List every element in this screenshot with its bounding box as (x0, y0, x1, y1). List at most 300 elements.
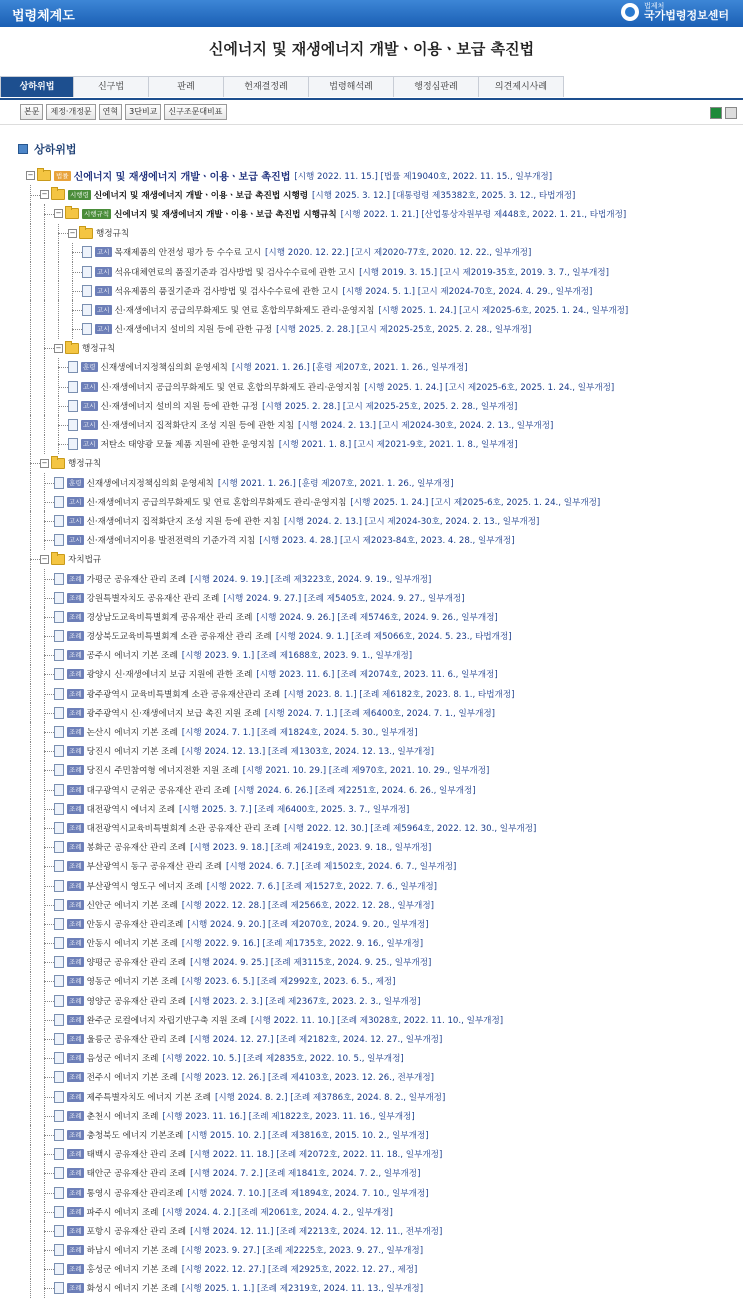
document-icon (54, 1282, 64, 1294)
tree-item-meta: [시행 2022. 12. 30.] [조례 제5964호, 2022. 12. 30., 일부개정] (284, 823, 537, 834)
type-badge: 고시 (97, 248, 110, 257)
type-badge: 조례 (69, 593, 82, 602)
brand-sub: 법제처 (643, 2, 665, 10)
tab-1[interactable]: 신구법 (73, 76, 149, 97)
tree-item-name[interactable]: 경상남도교육비특별회계 공유재산 관리 조례 (86, 612, 253, 623)
tree-item-meta: [시행 2024. 2. 13.] [고시 제2024-30호, 2024. 2. 13., 일부개정] (284, 516, 540, 527)
tree-item-meta: [시행 2024. 12. 27.] [조례 제2182호, 2024. 12. 27., 일부개정] (190, 1035, 443, 1046)
type-badge: 고시 (69, 536, 82, 545)
tree-item-name[interactable]: 홍성군 에너지 기본 조례 (86, 1265, 178, 1276)
tree-item-name[interactable]: 양평군 공유재산 관리 조례 (86, 958, 187, 969)
tree-row (0, 607, 743, 626)
tree-item-meta: [시행 2024. 9. 1.] [조례 제5066호, 2024. 5. 23., 타법개정] (275, 632, 512, 643)
document-icon (54, 611, 64, 623)
tree-row (0, 1164, 743, 1183)
tree-row (0, 550, 743, 569)
tree-item-name[interactable]: 부산광역시 영도구 에너지 조례 (86, 881, 203, 892)
tree-item-meta: [시행 2021. 1. 26.] [훈령 제207호, 2021. 1. 26., 일부개정] (217, 478, 454, 489)
document-icon (68, 419, 78, 431)
type-badge: 조례 (69, 1130, 82, 1139)
tab-2[interactable]: 판례 (148, 76, 224, 97)
tree-item-meta: [시행 2025. 1. 24.] [고시 제2025-6호, 2025. 1. 24., 일부개정] (350, 497, 601, 508)
document-icon (68, 400, 78, 412)
tree-item-name[interactable]: 가평군 공유재산 관리 조례 (86, 574, 187, 585)
tree-item-name[interactable]: 신재생에너지정책심의회 운영세칙 (86, 478, 214, 489)
document-icon (68, 438, 78, 450)
tree-row (0, 185, 743, 204)
folder-icon (79, 228, 93, 239)
tree-row (0, 761, 743, 780)
type-badge: 조례 (69, 1284, 82, 1293)
tree-item-name[interactable]: 영양군 공유재산 관리 조례 (86, 996, 187, 1007)
page-title: 신에너지 및 재생에너지 개발ㆍ이용ㆍ보급 촉진법 (208, 40, 535, 58)
type-badge: 시행규칙 (84, 209, 110, 218)
toolbar-button-0[interactable]: 본문 (20, 104, 43, 120)
tree-row (0, 972, 743, 991)
type-badge: 조례 (69, 612, 82, 621)
tree-item-name[interactable]: 봉화군 공유재산 관리 조례 (86, 843, 187, 854)
tree-row (0, 531, 743, 550)
tree-item-name[interactable]: 신에너지 및 재생에너지 개발ㆍ이용ㆍ보급 촉진법 시행규칙 (114, 209, 337, 220)
tree-item-name[interactable]: 신·재생에너지 설비의 지원 등에 관한 규정 (100, 401, 259, 412)
document-icon (82, 285, 92, 297)
tab-4[interactable]: 법령해석례 (308, 76, 394, 97)
tree-item-name[interactable]: 태안군 공유재산 관리 조례 (86, 1169, 187, 1180)
type-badge: 조례 (69, 919, 82, 928)
tree-item-meta: [시행 2024. 4. 2.] [조례 제2061호, 2024. 4. 2., 일부개정] (162, 1207, 393, 1218)
tree-item-meta: [시행 2022. 12. 27.] [조례 제2925호, 2022. 12. 27., 제정] (181, 1265, 418, 1276)
tree-row (0, 166, 743, 185)
document-icon (54, 477, 64, 489)
type-badge: 조례 (69, 1265, 82, 1274)
folder-icon (65, 208, 79, 219)
type-badge: 조례 (69, 632, 82, 641)
tree-item-meta: [시행 2024. 5. 1.] [고시 제2024-70호, 2024. 4. 29., 일부개정] (342, 286, 593, 297)
document-icon (54, 784, 64, 796)
tree-row (0, 1145, 743, 1164)
document-icon (54, 995, 64, 1007)
tree-row (0, 1183, 743, 1202)
type-badge: 고시 (83, 401, 96, 410)
tree-row (0, 722, 743, 741)
type-badge: 조례 (69, 939, 82, 948)
document-icon (54, 1225, 64, 1237)
tree-item-name[interactable]: 신안군 에너지 기본 조례 (86, 900, 178, 911)
tree-row (0, 857, 743, 876)
tree-item-meta: [시행 2023. 9. 27.] [조례 제2225호, 2023. 9. 27., 일부개정] (181, 1246, 424, 1257)
document-icon (54, 764, 64, 776)
tree-row (0, 895, 743, 914)
type-badge: 조례 (69, 574, 82, 583)
tree-item-meta: [시행 2025. 3. 7.] [조례 제6400호, 2025. 3. 7., 일부개정] (179, 804, 410, 815)
tree-row (0, 953, 743, 972)
type-badge: 조례 (69, 651, 82, 660)
tab-6[interactable]: 의견제시사례 (478, 76, 564, 97)
type-badge: 조례 (69, 958, 82, 967)
document-icon (54, 937, 64, 949)
tree-row (0, 358, 743, 377)
tree-item-name: 행정규칙 (96, 229, 130, 240)
tree-row (0, 454, 743, 473)
tree-item-name[interactable]: 목재제품의 안전성 평가 등 수수료 고시 (114, 248, 262, 259)
tree-row (0, 243, 743, 262)
tree-row (0, 838, 743, 857)
tree-item-meta: [시행 2020. 12. 22.] [고시 제2020-77호, 2020. 12. 22., 일부개정] (265, 248, 532, 259)
tree-item-name[interactable]: 충청북도 에너지 기본조례 (86, 1130, 184, 1141)
type-badge: 고시 (83, 382, 96, 391)
tree-item-meta: [시행 2024. 9. 20.] [조례 제2070호, 2024. 9. 20., 일부개정] (187, 919, 429, 930)
tree-item-meta: [시행 2022. 1. 21.] [산업통상자원부령 제448호, 2022. 1. 21., 타법개정] (340, 209, 627, 220)
type-badge: 조례 (69, 900, 82, 909)
collapse-toggle-icon[interactable]: − (27, 171, 34, 180)
type-badge: 조례 (69, 977, 82, 986)
tree-item-meta: [시행 2023. 9. 18.] [조례 제2419호, 2023. 9. 18., 일부개정] (190, 843, 432, 854)
tree-item-meta: [시행 2024. 9. 26.] [조례 제5746호, 2024. 9. 26., 일부개정] (256, 612, 498, 623)
tree-item-name[interactable]: 대전광역시 에너지 조례 (86, 804, 176, 815)
tree-row (0, 1049, 743, 1068)
top-bar (0, 0, 743, 27)
tree-item-meta: [시행 2024. 6. 7.] [조례 제1502호, 2024. 6. 7., 일부개정] (226, 862, 457, 873)
brand-main: 국가법령정보센터 (643, 9, 729, 22)
document-icon (54, 1129, 64, 1141)
tree-row (0, 339, 743, 358)
tree-row (0, 742, 743, 761)
excel-icon[interactable] (710, 107, 722, 119)
tree-item-name[interactable]: 경상북도교육비특별회계 소관 공유재산 관리 조례 (86, 632, 272, 643)
tab-3[interactable]: 헌재결정례 (223, 76, 309, 97)
tree-item-name[interactable]: 신·재생에너지 공급의무화제도 및 연료 혼합의무화제도 관리·운영지침 (86, 497, 347, 508)
document-icon (54, 1244, 64, 1256)
tree-row (0, 300, 743, 319)
tree-row (0, 1068, 743, 1087)
type-badge: 조례 (69, 1150, 82, 1159)
type-badge: 조례 (69, 1246, 82, 1255)
type-badge: 고시 (69, 516, 82, 525)
app-title: 법령체계도 (12, 9, 75, 24)
type-badge: 시행령 (70, 190, 89, 199)
tree-item-name[interactable]: 화성시 에너지 기본 조례 (86, 1284, 178, 1295)
tree-row (0, 435, 743, 454)
type-badge: 조례 (69, 689, 82, 698)
document-icon (54, 860, 64, 872)
tree-row (0, 224, 743, 243)
document-icon (54, 1033, 64, 1045)
tree-row (0, 1010, 743, 1029)
tree-item-name[interactable]: 광주광역시 신·재생에너지 보급 촉진 지원 조례 (86, 708, 261, 719)
type-badge: 조례 (69, 1015, 82, 1024)
tree-row (0, 204, 743, 223)
tree-item-meta: [시행 2025. 1. 1.] [조례 제2319호, 2024. 11. 13., 일부개정] (181, 1284, 424, 1295)
document-icon (54, 841, 64, 853)
toolbar-button-4[interactable]: 신구조문대비표 (164, 104, 226, 120)
tree-item-meta: [시행 2025. 3. 12.] [대통령령 제35382호, 2025. 3. 12., 타법개정] (312, 190, 576, 201)
document-icon (54, 918, 64, 930)
document-icon (54, 707, 64, 719)
tree-item-name[interactable]: 안동시 공유재산 관리조례 (86, 919, 184, 930)
collapse-toggle-icon[interactable]: − (41, 554, 48, 563)
type-badge: 조례 (69, 843, 82, 852)
law-tree (0, 166, 743, 1298)
document-icon (54, 496, 64, 508)
tree-item-name[interactable]: 광양시 신·재생에너지 보급 지원에 관한 조례 (86, 670, 253, 681)
tree-item-name[interactable]: 공주시 에너지 기본 조례 (86, 651, 178, 662)
square-bullet-icon (18, 144, 28, 154)
tree-item-name[interactable]: 제주특별자치도 에너지 기본 조례 (86, 1092, 211, 1103)
tree-item-name[interactable]: 신재생에너지정책심의회 운영세칙 (100, 363, 228, 374)
tree-item-name[interactable]: 완주군 로컬에너지 자립기반구축 지원 조례 (86, 1015, 247, 1026)
document-icon (54, 745, 64, 757)
type-badge: 고시 (69, 497, 82, 506)
tree-item-meta: [시행 2022. 11. 18.] [조례 제2072호, 2022. 11. 18., 일부개정] (190, 1150, 443, 1161)
type-badge: 조례 (69, 747, 82, 756)
collapse-toggle-icon[interactable]: − (69, 228, 76, 237)
tree-item-meta: [시행 2023. 8. 1.] [조례 제6182호, 2023. 8. 1., 타법개정] (284, 689, 515, 700)
tree-item-name[interactable]: 통영시 공유재산 관리조례 (86, 1188, 184, 1199)
tree-item-name[interactable]: 포항시 공유재산 관리 조례 (86, 1226, 187, 1237)
tree-item-meta: [시행 2024. 7. 1.] [조례 제6400호, 2024. 7. 1., 일부개정] (264, 708, 496, 719)
tree-item-meta: [시행 2021. 1. 8.] [고시 제2021-9호, 2021. 1. 8., 일부개정] (278, 440, 518, 451)
tree-row (0, 1241, 743, 1260)
tree-row (0, 799, 743, 818)
tree-item-meta: [시행 2024. 9. 19.] [조례 제3223호, 2024. 9. 19., 일부개정] (190, 574, 432, 585)
tree-item-name[interactable]: 석유제품의 품질기준과 검사방법 및 검사수수료에 관한 고시 (114, 286, 339, 297)
tree-item-name[interactable]: 신·재생에너지 집적화단지 조성 지원 등에 관한 지침 (86, 516, 281, 527)
document-icon (82, 323, 92, 335)
tree-item-name[interactable]: 춘천시 에너지 조례 (86, 1111, 159, 1122)
tree-item-name[interactable]: 안동시 에너지 기본 조례 (86, 939, 178, 950)
document-icon (54, 1052, 64, 1064)
tree-row (0, 934, 743, 953)
tree-item-name: 자치법규 (68, 555, 102, 566)
tree-item-name[interactable]: 광주광역시 교육비특별회계 소관 공유재산관리 조례 (86, 689, 281, 700)
document-icon (54, 688, 64, 700)
tree-item-meta: [시행 2024. 9. 27.] [조례 제5405호, 2024. 9. 27., 일부개정] (223, 593, 465, 604)
document-icon (54, 1263, 64, 1275)
tree-item-name[interactable]: 음성군 에너지 조례 (86, 1054, 159, 1065)
collapse-toggle-icon[interactable]: − (41, 190, 48, 199)
brand[interactable] (621, 2, 729, 22)
type-badge: 조례 (69, 708, 82, 717)
type-badge: 조례 (69, 1054, 82, 1063)
folder-icon (51, 458, 65, 469)
tree-row (0, 492, 743, 511)
tab-bar (0, 76, 743, 100)
tab-0[interactable]: 상하위법 (0, 76, 74, 97)
tree-item-meta: [시행 2023. 6. 5.] [조례 제2992호, 2023. 6. 5., 제정] (181, 977, 396, 988)
tree-row (0, 1260, 743, 1279)
collapse-toggle-icon[interactable]: − (55, 209, 62, 218)
tree-row (0, 627, 743, 646)
tree-row (0, 511, 743, 530)
type-badge: 조례 (69, 996, 82, 1005)
type-badge: 조례 (69, 670, 82, 679)
tree-item-name[interactable]: 신에너지 및 재생에너지 개발ㆍ이용ㆍ보급 촉진법 시행령 (93, 190, 309, 201)
type-badge: 조례 (69, 1092, 82, 1101)
type-badge: 고시 (97, 286, 110, 295)
tree-row (0, 377, 743, 396)
tree-item-name[interactable]: 대구광역시 군위군 공유재산 관리 조례 (86, 785, 231, 796)
tree-item-name[interactable]: 저탄소 태양광 모듈 제품 지원에 관한 운영지침 (100, 440, 275, 451)
type-badge: 고시 (97, 305, 110, 314)
document-icon (82, 246, 92, 258)
tree-item-name: 행정규칙 (82, 344, 116, 355)
tree-row (0, 473, 743, 492)
tree-item-meta: [시행 2024. 12. 11.] [조례 제2213호, 2024. 12. 11., 전부개정] (190, 1226, 443, 1237)
type-badge: 법률 (56, 171, 69, 180)
type-badge: 조례 (69, 785, 82, 794)
tree-item-name[interactable]: 신·재생에너지 설비의 지원 등에 관한 규정 (114, 325, 273, 336)
collapse-toggle-icon[interactable]: − (41, 458, 48, 467)
tree-row (0, 818, 743, 837)
tree-row (0, 1221, 743, 1240)
tree-item-meta: [시행 2024. 7. 10.] [조례 제1894호, 2024. 7. 10., 일부개정] (187, 1188, 429, 1199)
tree-row (0, 262, 743, 281)
tree-item-name[interactable]: 당진시 주민참여형 에너지전환 지원 조례 (86, 766, 239, 777)
tree-item-name[interactable]: 전주시 에너지 기본 조례 (86, 1073, 178, 1084)
tree-item-name[interactable]: 강원특별자치도 공유재산 관리 조례 (86, 593, 220, 604)
tree-item-meta: [시행 2022. 11. 10.] [조례 제3028호, 2022. 11. 10., 일부개정] (250, 1015, 504, 1026)
tree-item-meta: [시행 2022. 7. 6.] [조례 제1527호, 2022. 7. 6., 일부개정] (206, 881, 438, 892)
type-badge: 조례 (69, 804, 82, 813)
document-icon (68, 361, 78, 373)
type-badge: 조례 (69, 1169, 82, 1178)
tree-row (0, 780, 743, 799)
tree-row (0, 991, 743, 1010)
tree-item-name[interactable]: 울릉군 공유재산 관리 조례 (86, 1035, 187, 1046)
tree-item-meta: [시행 2023. 9. 1.] [조례 제1688호, 2023. 9. 1., 일부개정] (181, 651, 413, 662)
logo-icon (621, 3, 639, 21)
tree-item-name[interactable]: 당진시 에너지 기본 조례 (86, 747, 178, 758)
document-icon (54, 1148, 64, 1160)
tree-item-name[interactable]: 신·재생에너지 집적화단지 조성 지원 등에 관한 지침 (100, 421, 295, 432)
document-icon (54, 1167, 64, 1179)
collapse-toggle-icon[interactable]: − (55, 343, 62, 352)
document-icon (54, 534, 64, 546)
toolbar (0, 100, 743, 125)
tree-item-meta: [시행 2022. 10. 5.] [조례 제2835호, 2022. 10. 5., 일부개정] (162, 1054, 404, 1065)
tree-item-meta: [시행 2024. 8. 2.] [조례 제3786호, 2024. 8. 2., 일부개정] (214, 1092, 446, 1103)
tree-item-meta: [시행 2024. 6. 26.] [조례 제2251호, 2024. 6. 26., 일부개정] (234, 785, 476, 796)
type-badge: 조례 (69, 862, 82, 871)
tree-row (0, 876, 743, 895)
document-icon (54, 1014, 64, 1026)
tree-row (0, 703, 743, 722)
tree-row (0, 914, 743, 933)
document-icon (54, 668, 64, 680)
type-badge: 조례 (69, 881, 82, 890)
tree-item-meta: [시행 2022. 12. 28.] [조례 제2566호, 2022. 12. 28., 일부개정] (181, 900, 434, 911)
tree-item-name[interactable]: 대전광역시교육비특별회계 소관 공유재산 관리 조례 (86, 823, 281, 834)
type-badge: 조례 (69, 1073, 82, 1082)
tree-item-meta: [시행 2022. 9. 16.] [조례 제1735호, 2022. 9. 16., 일부개정] (181, 939, 424, 950)
section-title: 상하위법 (34, 143, 77, 156)
tree-item-name[interactable]: 신·재생에너지 공급의무화제도 및 연료 혼합의무화제도 관리·운영지침 (100, 382, 361, 393)
folder-icon (51, 189, 65, 200)
document-icon (68, 381, 78, 393)
tree-item-meta: [시행 2025. 2. 28.] [고시 제2025-25호, 2025. 2. 28., 일부개정] (276, 325, 532, 336)
tree-item-meta: [시행 2023. 4. 28.] [고시 제2023-84호, 2023. 4. 28., 일부개정] (259, 536, 515, 547)
toolbar-button-1[interactable]: 제정·개정문 (46, 104, 95, 120)
tree-item-meta: [시행 2024. 2. 13.] [고시 제2024-30호, 2024. 2. 13., 일부개정] (298, 421, 554, 432)
type-badge: 고시 (97, 267, 110, 276)
tree-item-meta: [시행 2021. 10. 29.] [조례 제970호, 2021. 10. 29., 일부개정] (242, 766, 490, 777)
type-badge: 고시 (83, 421, 96, 430)
document-icon (54, 1110, 64, 1122)
tree-item-meta: [시행 2019. 3. 15.] [고시 제2019-35호, 2019. 3. 7., 일부개정] (359, 267, 609, 278)
type-badge: 조례 (69, 766, 82, 775)
document-icon (54, 1091, 64, 1103)
tree-item-name[interactable]: 신에너지 및 재생에너지 개발ㆍ이용ㆍ보급 촉진법 (73, 172, 291, 184)
tree-item-name[interactable]: 논산시 에너지 기본 조례 (86, 728, 178, 739)
tree-item-meta: [시행 2015. 10. 2.] [조례 제3816호, 2015. 10. 2., 일부개정] (187, 1130, 429, 1141)
document-icon (54, 573, 64, 585)
tree-item-name[interactable]: 부산광역시 동구 공유재산 관리 조례 (86, 862, 223, 873)
tree-item-name[interactable]: 신·재생에너지 공급의무화제도 및 연료 혼합의무화제도 관리·운영지침 (114, 305, 375, 316)
tree-item-name[interactable]: 영동군 에너지 기본 조례 (86, 977, 178, 988)
tree-row (0, 396, 743, 415)
type-badge: 훈령 (69, 478, 82, 487)
document-icon (54, 956, 64, 968)
tree-item-meta: [시행 2024. 7. 2.] [조례 제1841호, 2024. 7. 2., 일부개정] (190, 1169, 421, 1180)
type-badge: 조례 (69, 728, 82, 737)
tree-row (0, 665, 743, 684)
document-icon (54, 1187, 64, 1199)
document-icon (54, 515, 64, 527)
tree-item-name: 행정규칙 (68, 459, 102, 470)
tree-row (0, 684, 743, 703)
type-badge: 고시 (83, 440, 96, 449)
folder-icon (51, 554, 65, 565)
tree-row (0, 415, 743, 434)
document-icon (54, 630, 64, 642)
document-icon (54, 592, 64, 604)
type-badge: 조례 (69, 823, 82, 832)
document-icon (82, 266, 92, 278)
tab-5[interactable]: 행정심판례 (393, 76, 479, 97)
type-badge: 조례 (69, 1035, 82, 1044)
tree-item-name[interactable]: 석유대체연료의 품질기준과 검사방법 및 검사수수료에 관한 고시 (114, 267, 356, 278)
folder-icon (37, 170, 51, 181)
tree-row (0, 569, 743, 588)
tree-item-meta: [시행 2022. 11. 15.] [법률 제19040호, 2022. 11. 15., 일부개정] (294, 171, 553, 182)
tree-row (0, 281, 743, 300)
tree-item-name[interactable]: 파주시 에너지 조례 (86, 1207, 159, 1218)
print-icon[interactable] (725, 107, 737, 119)
type-badge: 훈령 (83, 363, 96, 372)
tree-row (0, 1279, 743, 1298)
toolbar-button-2[interactable]: 연혁 (99, 104, 122, 120)
tree-item-meta: [시행 2023. 11. 6.] [조례 제2074호, 2023. 11. 6., 일부개정] (256, 670, 498, 681)
document-icon (54, 880, 64, 892)
document-icon (54, 822, 64, 834)
tree-item-name[interactable]: 태백시 공유재산 관리 조례 (86, 1150, 187, 1161)
tree-row (0, 646, 743, 665)
tree-item-name[interactable]: 하남시 에너지 기본 조례 (86, 1246, 178, 1257)
tree-item-meta: [시행 2025. 2. 28.] [고시 제2025-25호, 2025. 2. 28., 일부개정] (262, 401, 518, 412)
type-badge: 고시 (97, 325, 110, 334)
tree-row (0, 320, 743, 339)
document-icon (54, 899, 64, 911)
tree-item-meta: [시행 2025. 1. 24.] [고시 제2025-6호, 2025. 1. 24., 일부개정] (378, 305, 629, 316)
toolbar-button-3[interactable]: 3단비교 (125, 104, 161, 120)
document-icon (54, 975, 64, 987)
tree-item-name[interactable]: 신·재생에너지이용 발전전력의 기준가격 지침 (86, 536, 256, 547)
tree-row (0, 1029, 743, 1048)
tree-row (0, 1106, 743, 1125)
folder-icon (65, 343, 79, 354)
tree-item-meta: [시행 2024. 9. 25.] [조례 제3115호, 2024. 9. 25., 일부개정] (190, 958, 432, 969)
tree-item-meta: [시행 2024. 7. 1.] [조례 제1824호, 2024. 5. 30., 일부개정] (181, 728, 418, 739)
